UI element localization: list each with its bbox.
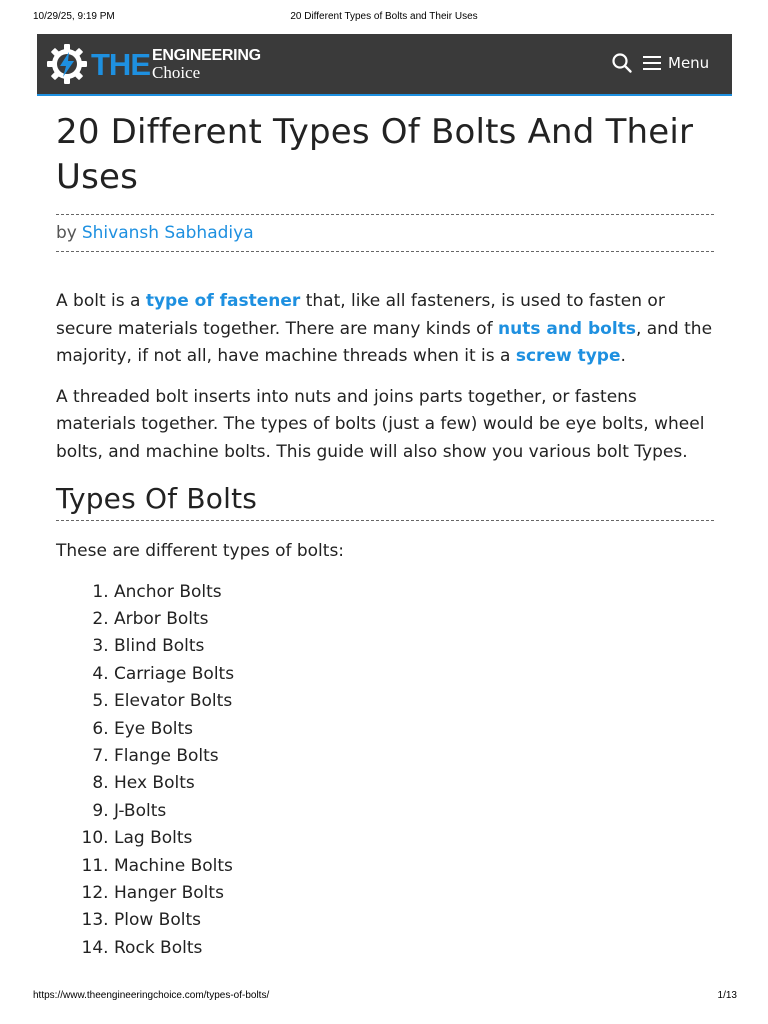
search-icon[interactable]	[611, 52, 633, 74]
site-header	[37, 34, 732, 96]
list-item: 10. Lag Bolts	[114, 825, 714, 852]
list-item: 8. Hex Bolts	[114, 770, 714, 797]
logo-choice-text: Choice	[152, 62, 201, 82]
list-item: 9. J-Bolts	[114, 798, 714, 825]
list-item: 5. Elevator Bolts	[114, 688, 714, 715]
paragraph-text: .	[620, 346, 626, 366]
list-item: 13. Plow Bolts	[114, 907, 714, 934]
list-item: 14. Rock Bolts	[114, 935, 714, 962]
inline-link[interactable]: nuts and bolts	[497, 318, 636, 339]
gear-bolt-logo-icon	[46, 43, 88, 85]
paragraph-text: A bolt is a	[56, 291, 146, 311]
article-title: 20 Different Types Of Bolts And Their Uses	[56, 112, 694, 197]
print-page-number: 1/13	[717, 990, 737, 1001]
paragraph-text: , and the majority, if not all, have machine threads when it is a	[56, 318, 713, 366]
hamburger-icon	[643, 56, 661, 70]
logo-words	[152, 48, 261, 81]
list-item: 7. Flange Bolts	[114, 743, 714, 770]
body-paragraph: A threaded bolt inserts into nuts and joins parts together, or fastens materials together. The types of bolts (just a few) would be eye bolts, wheel bolts, and machine bolts. This guide will also show you various bolt Types.	[56, 386, 705, 462]
list-item: 2. Arbor Bolts	[114, 606, 714, 633]
article	[56, 110, 714, 962]
print-date: 10/29/25, 9:19 PM	[33, 11, 115, 22]
print-footer	[0, 990, 768, 1010]
list-item: 1. Anchor Bolts	[114, 579, 714, 606]
list-item: 3. Blind Bolts	[114, 633, 714, 660]
menu-button[interactable]	[643, 49, 709, 77]
bolt-types-list	[56, 579, 714, 963]
list-item: 11. Machine Bolts	[114, 853, 714, 880]
byline	[56, 214, 714, 252]
print-url: https://www.theengineeringchoice.com/types-of-bolts/	[33, 990, 270, 1001]
list-item: 6. Eye Bolts	[114, 716, 714, 743]
print-title: 20 Different Types of Bolts and Their Uses	[290, 11, 478, 22]
site-logo[interactable]	[46, 43, 261, 85]
intro-paragraph	[56, 288, 714, 371]
list-item: 4. Carriage Bolts	[114, 661, 714, 688]
logo-the-text: THE	[91, 46, 150, 82]
author-link[interactable]: Shivansh Sabhadiya	[81, 223, 254, 243]
inline-link[interactable]: screw type	[515, 346, 621, 366]
byline-prefix: by	[56, 223, 77, 243]
list-item: 12. Hanger Bolts	[114, 880, 714, 907]
list-intro: These are different types of bolts:	[56, 541, 345, 561]
inline-link[interactable]: type of fastener	[145, 291, 301, 311]
section-heading-types: Types Of Bolts	[56, 478, 714, 521]
menu-label: Menu	[668, 54, 710, 72]
logo-engineering-text: ENGINEERING	[152, 46, 261, 64]
paragraph-text: that, like all fasteners, is used to fasten or secure materials together. There are many kinds of	[56, 291, 665, 339]
